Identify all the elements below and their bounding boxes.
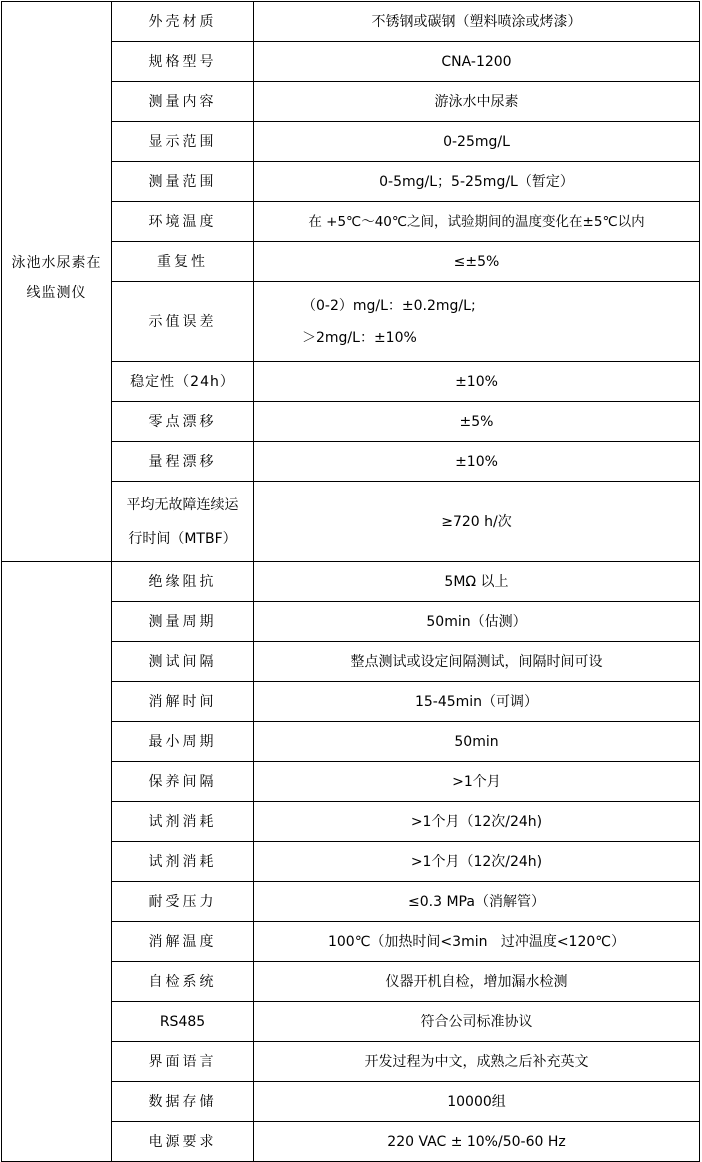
- row-label: 稳定性（24h）: [112, 362, 254, 402]
- row-label-line1: 平均无故障连续运: [126, 496, 239, 513]
- row-label: 消解时间: [112, 682, 254, 722]
- row-label: 界面语言: [112, 1042, 254, 1082]
- row-value: 10000组: [254, 1082, 700, 1122]
- row-value: 整点测试或设定间隔测试，间隔时间可设: [254, 642, 700, 682]
- row-label: 规格型号: [112, 42, 254, 82]
- row-value: 100℃（加热时间<3min 过冲温度<120℃）: [254, 922, 700, 962]
- row-value: ≤±5%: [254, 242, 700, 282]
- row-value: ±5%: [254, 402, 700, 442]
- row-value: 0-5mg/L；5-25mg/L（暂定）: [254, 162, 700, 202]
- device-name-line2: 线监测仪: [26, 285, 87, 301]
- device-name-cell: [2, 2, 112, 562]
- row-label: 最小周期: [112, 722, 254, 762]
- row-value: >1个月: [254, 762, 700, 802]
- row-label: 量程漂移: [112, 442, 254, 482]
- row-label: 显示范围: [112, 122, 254, 162]
- row-label: 绝缘阻抗: [112, 562, 254, 602]
- row-label: 试剂消耗: [112, 842, 254, 882]
- row-label: 测量周期: [112, 602, 254, 642]
- row-label: 示值误差: [112, 282, 254, 362]
- row-label-line2: 行时间（MTBF）: [128, 530, 237, 547]
- category-cell-empty: [2, 562, 112, 1162]
- row-value: ≥720 h/次: [254, 482, 700, 562]
- row-label: 外壳材质: [112, 2, 254, 42]
- row-value: 仪器开机自检，增加漏水检测: [254, 962, 700, 1002]
- row-value: >1个月（12次/24h): [254, 802, 700, 842]
- row-label: 重复性: [112, 242, 254, 282]
- row-label: RS485: [112, 1002, 254, 1042]
- row-value: 50min: [254, 722, 700, 762]
- row-label: 数据存储: [112, 1082, 254, 1122]
- row-label: 测量范围: [112, 162, 254, 202]
- row-value: ≤0.3 MPa（消解管）: [254, 882, 700, 922]
- row-label-multiline: [112, 482, 254, 562]
- row-label: 测试间隔: [112, 642, 254, 682]
- row-value: 游泳水中尿素: [254, 82, 700, 122]
- row-label: 测量内容: [112, 82, 254, 122]
- row-label: 保养间隔: [112, 762, 254, 802]
- row-value: ±10%: [254, 362, 700, 402]
- row-label: 试剂消耗: [112, 802, 254, 842]
- row-value: ±10%: [254, 442, 700, 482]
- device-name-line1: 泳池水尿素在: [11, 255, 102, 271]
- row-value-multiline: [254, 282, 700, 362]
- row-label: 自检系统: [112, 962, 254, 1002]
- row-value: 开发过程为中文，成熟之后补充英文: [254, 1042, 700, 1082]
- row-value: CNA-1200: [254, 42, 700, 82]
- row-label: 耐受压力: [112, 882, 254, 922]
- row-value-line1: （0-2）mg/L：±0.2mg/L;: [302, 297, 476, 314]
- row-value: 0-25mg/L: [254, 122, 700, 162]
- table-row: [2, 562, 700, 602]
- row-value: 不锈钢或碳钢（塑料喷涂或烤漆）: [254, 2, 700, 42]
- row-value: 在 +5℃～40℃之间，试验期间的温度变化在±5℃以内: [254, 202, 700, 242]
- row-label: 消解温度: [112, 922, 254, 962]
- row-value: 5MΩ 以上: [254, 562, 700, 602]
- row-label: 电源要求: [112, 1122, 254, 1162]
- row-value: 符合公司标准协议: [254, 1002, 700, 1042]
- row-value-line2: ＞2mg/L：±10%: [302, 329, 417, 346]
- row-label: 零点漂移: [112, 402, 254, 442]
- spec-table: [1, 1, 700, 1162]
- row-value: >1个月（12次/24h): [254, 842, 700, 882]
- row-value: 50min（估测）: [254, 602, 700, 642]
- table-row: [2, 2, 700, 42]
- row-label: 环境温度: [112, 202, 254, 242]
- row-value: 15-45min（可调）: [254, 682, 700, 722]
- row-value: 220 VAC ± 10%/50-60 Hz: [254, 1122, 700, 1162]
